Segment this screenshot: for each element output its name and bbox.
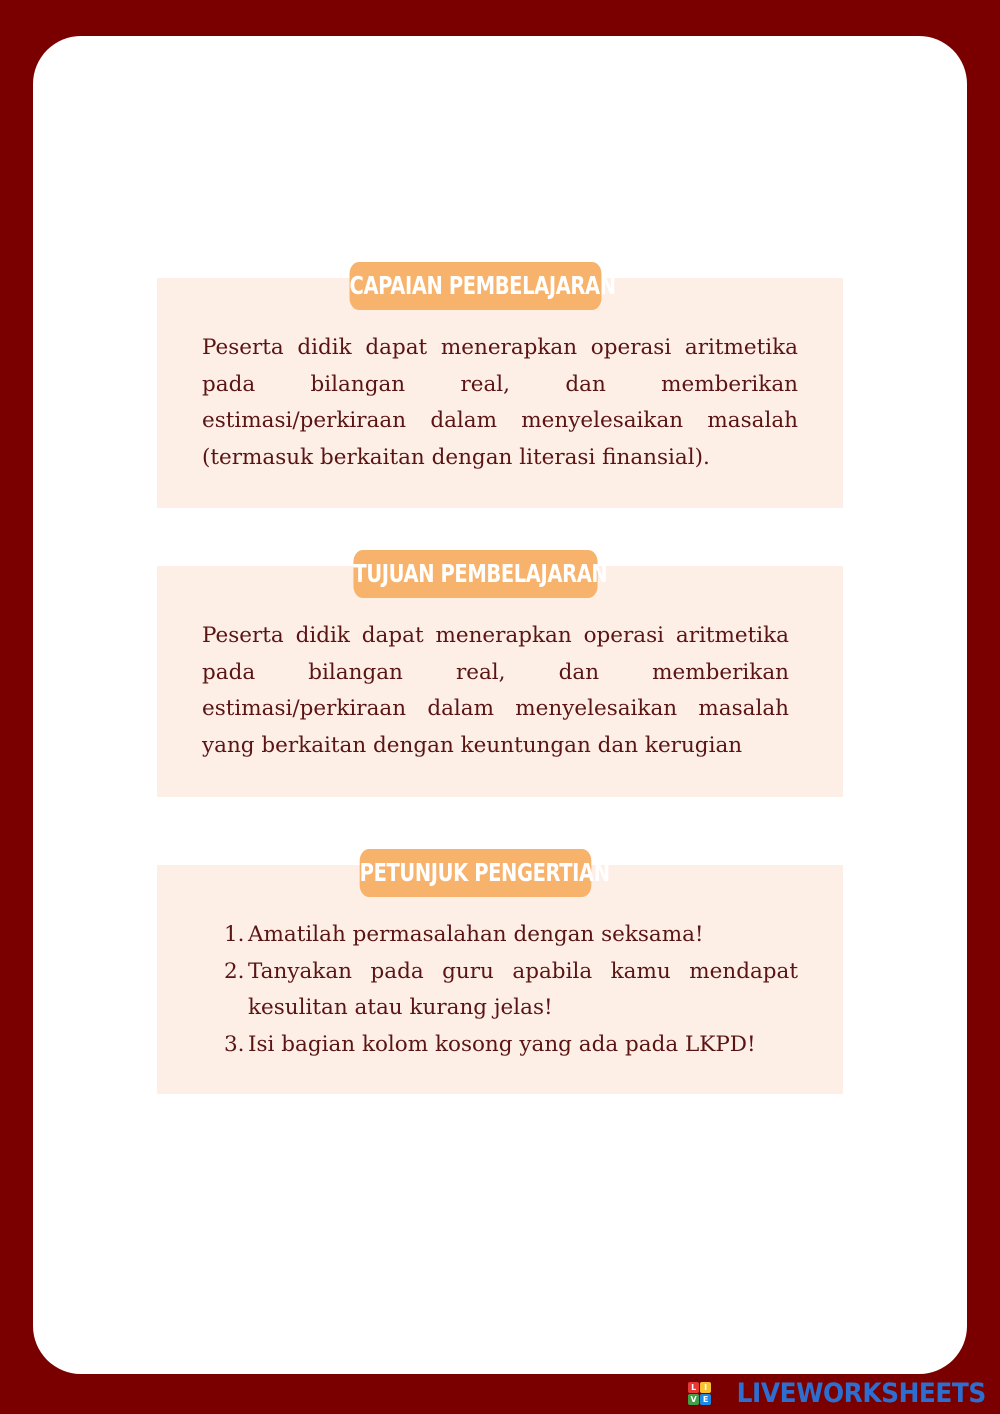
list-item-text: Tanyakan pada guru apabila kamu mendapat kesulitan atau kurang jelas! bbox=[248, 958, 798, 1020]
list-item-text: Amatilah permasalahan dengan seksama! bbox=[248, 922, 704, 947]
tujuan-title: TUJUAN PEMBELAJARAN bbox=[353, 550, 597, 598]
petunjuk-title: PETUNJUK PENGERTIAN bbox=[360, 849, 592, 897]
logo-letter: I bbox=[700, 1382, 711, 1393]
capaian-title: CAPAIAN PEMBELAJARAN bbox=[350, 262, 602, 310]
list-item-text: Isi bagian kolom kosong yang ada pada LKPD! bbox=[248, 1031, 756, 1057]
capaian-text: Peserta didik dapat menerapkan operasi aritmetika pada bilangan real, dan memberikan estimasi/perkiraan dalam menyelesaikan masalah (termasuk berkaitan dengan literasi finansial). bbox=[202, 335, 798, 470]
list-item bbox=[202, 1027, 798, 1064]
list-item bbox=[202, 954, 798, 1027]
logo-letter: L bbox=[688, 1382, 699, 1393]
liveworksheets-watermark[interactable] bbox=[688, 1378, 986, 1408]
logo-letter: E bbox=[700, 1394, 711, 1405]
list-item-number: 1. bbox=[224, 922, 245, 947]
liveworksheets-wordmark: LIVEWORKSHEETS bbox=[736, 1377, 986, 1409]
liveworksheets-logo-icon bbox=[688, 1382, 711, 1405]
tujuan-text: Peserta didik dapat menerapkan operasi aritmetika pada bilangan real, dan memberikan estimasi/perkiraan dalam menyelesaikan masalah yang berkaitan dengan keuntungan dan kerugian bbox=[202, 623, 789, 758]
list-item-number: 3. bbox=[224, 1031, 245, 1057]
petunjuk-list bbox=[202, 917, 798, 1063]
list-item-number: 2. bbox=[224, 958, 245, 984]
logo-letter: V bbox=[688, 1394, 699, 1405]
list-item bbox=[202, 917, 798, 954]
